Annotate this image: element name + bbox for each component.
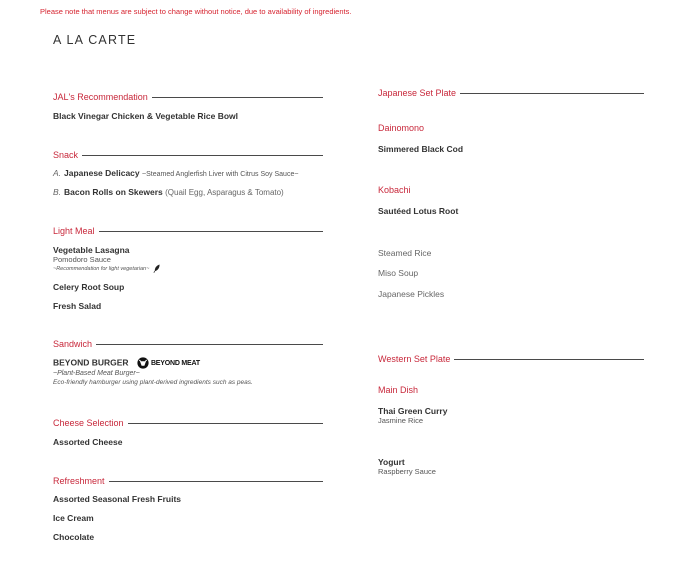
divider [460,93,644,94]
divider [152,97,323,98]
section-label: Snack [53,150,79,160]
page-title: A LA CARTE [53,33,137,47]
menu-item-chocolate: Chocolate [53,532,95,542]
course-label-dainomono: Dainomono [378,123,425,133]
menu-item-ice-cream: Ice Cream [53,513,94,523]
menu-item-bacon-rolls [53,187,284,197]
beyond-meat-logo [137,357,200,369]
item-description: ~Steamed Anglerfish Liver with Citrus Soy Sauce~ [142,171,299,178]
item-sauce: Pomodoro Sauce [53,255,111,264]
section-heading-snack [53,149,323,161]
menu-item-vegetable-lasagna: Vegetable Lasagna [53,245,130,255]
item-name: Japanese Delicacy [64,168,140,178]
section-heading-refreshment [53,475,323,487]
section-heading-light-meal [53,225,323,237]
section-label: Light Meal [53,226,95,236]
divider [109,481,323,482]
item-name: Bacon Rolls on Skewers [64,187,163,197]
brand-name: BEYOND MEAT [150,359,200,367]
vegetarian-note: ~Recommendation for light vegetarian~ [53,265,150,272]
section-heading-cheese-selection [53,417,323,429]
menu-item-fresh-salad: Fresh Salad [53,301,102,311]
leaf-icon [153,264,161,273]
course-label-kobachi: Kobachi [378,185,411,195]
section-heading-sandwich [53,338,323,350]
menu-item-japanese-delicacy [53,168,298,178]
section-label: JAL's Recommendation [53,92,148,102]
section-label: Refreshment [53,476,105,486]
section-label: Japanese Set Plate [378,88,457,98]
menu-item-steamed-rice: Steamed Rice [378,248,432,258]
item-name: BEYOND BURGER [53,357,129,368]
menu-change-notice: Please note that menus are subject to change without notice, due to availability of ingredients. [40,7,352,16]
course-label-main-dish: Main Dish [378,385,419,395]
item-sauce-raspberry: Raspberry Sauce [378,467,436,476]
item-note [53,264,161,273]
item-subtitle: ~Plant-Based Meat Burger~ [53,370,140,377]
option-letter: A. [53,168,62,178]
section-heading-jal-recommendation [53,91,323,103]
menu-item-sauteed-lotus-root: Sautéed Lotus Root [378,206,459,216]
option-letter: B. [53,187,62,197]
menu-item-celery-root-soup: Celery Root Soup [53,282,125,292]
menu-item-yogurt: Yogurt [378,457,405,467]
section-label: Sandwich [53,339,93,349]
section-label: Cheese Selection [53,418,124,428]
menu-item-simmered-black-cod: Simmered Black Cod [378,144,464,154]
menu-item-miso-soup: Miso Soup [378,268,419,278]
menu-item-seasonal-fruits: Assorted Seasonal Fresh Fruits [53,494,182,504]
section-label: Western Set Plate [378,354,451,364]
divider [99,231,323,232]
section-heading-japanese-set-plate [378,87,644,99]
menu-item-black-vinegar-chicken: Black Vinegar Chicken & Vegetable Rice Bowl [53,111,239,121]
divider [96,344,323,345]
menu-item-japanese-pickles: Japanese Pickles [378,289,445,299]
divider [454,359,644,360]
menu-item-assorted-cheese: Assorted Cheese [53,437,123,447]
item-description: Eco-friendly hamburger using plant-derived ingredients such as peas. [53,379,253,386]
item-description: (Quail Egg, Asparagus & Tomato) [165,188,284,197]
menu-item-beyond-burger [53,357,200,369]
section-heading-western-set-plate [378,353,644,365]
divider [82,155,323,156]
menu-item-thai-green-curry: Thai Green Curry [378,406,448,416]
divider [128,423,323,424]
beyond-meat-cow-icon [137,357,149,369]
item-side-jasmine-rice: Jasmine Rice [378,416,424,425]
